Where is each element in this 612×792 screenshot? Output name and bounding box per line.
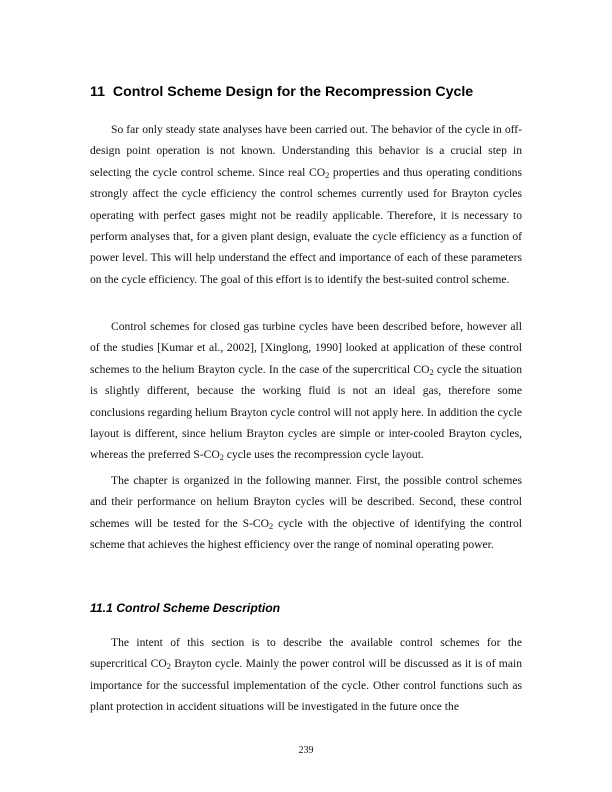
text-run: The intent of this section is to describe the available control schemes for the supercritical CO: [90, 636, 522, 671]
subsection-number: 11.1: [90, 601, 113, 615]
subscript: 2: [325, 170, 330, 180]
text-run: cycle with the objective of identifying the control scheme that achieves the highest efficiency over the range of nominal operating power.: [90, 516, 522, 552]
text-run: properties and thus operating conditions strongly affect the cycle efficiency the control schemes currently used for Brayton cycles operating with perfect gases might not be readily applicable. Therefore, it is necessary to perform analyses that, for a given plant design, evaluate the cycle efficiency as a function of power level. This will help understand the effect and importance of each of these parameters on the cycle efficiency. The goal of this effort is to identify the best-suited control scheme.: [90, 165, 522, 286]
text-run: Brayton cycle. Mainly the power control will be discussed as it is of main importance for the successful implementation of the cycle. Other control functions such as plant protection in accident situations will be investigated in the future once the: [90, 657, 522, 714]
text-run: cycle the situation is slightly different, because the working fluid is not an ideal gas, therefore some conclusions regarding helium Brayton cycle control will not apply here. In addition the cycle layout is different, since helium Brayton cycles are simple or inter-cooled Brayton cycles, whereas the preferred S-CO: [90, 362, 523, 462]
section-heading: [90, 84, 530, 100]
subsection-heading: [90, 601, 530, 615]
paragraph: [90, 316, 522, 466]
text-run: The chapter is organized in the following manner. First, the possible control schemes and their performance on helium Brayton cycles will be described. Second, these control schemes will be tested for the S-CO: [90, 474, 522, 530]
section-number: 11: [90, 84, 105, 100]
text-run: Control schemes for closed gas turbine cycles have been described before, however all of the studies [Kumar et al., 2002], [Xinglong, 1990] looked at application of these control schemes to the helium Brayton cycle. In the case of the supercritical CO: [90, 320, 522, 376]
paragraph: [90, 119, 522, 290]
subscript: 2: [166, 662, 171, 672]
subscript: 2: [429, 367, 434, 377]
page-number: 239: [298, 745, 314, 756]
text-run: So far only steady state analyses have been carried out. The behavior of the cycle in off-design point operation is not known. Understanding this behavior is a crucial step in selecting the cycle control scheme. Since real CO: [90, 123, 522, 179]
text-run: cycle uses the recompression cycle layout.: [223, 448, 424, 462]
paragraph: [90, 470, 522, 556]
subsection-title: Control Scheme Description: [116, 601, 281, 615]
subscript: 2: [219, 453, 224, 463]
paragraph: [90, 632, 522, 718]
subscript: 2: [269, 521, 274, 531]
section-title: Control Scheme Design for the Recompression Cycle: [112, 84, 474, 100]
